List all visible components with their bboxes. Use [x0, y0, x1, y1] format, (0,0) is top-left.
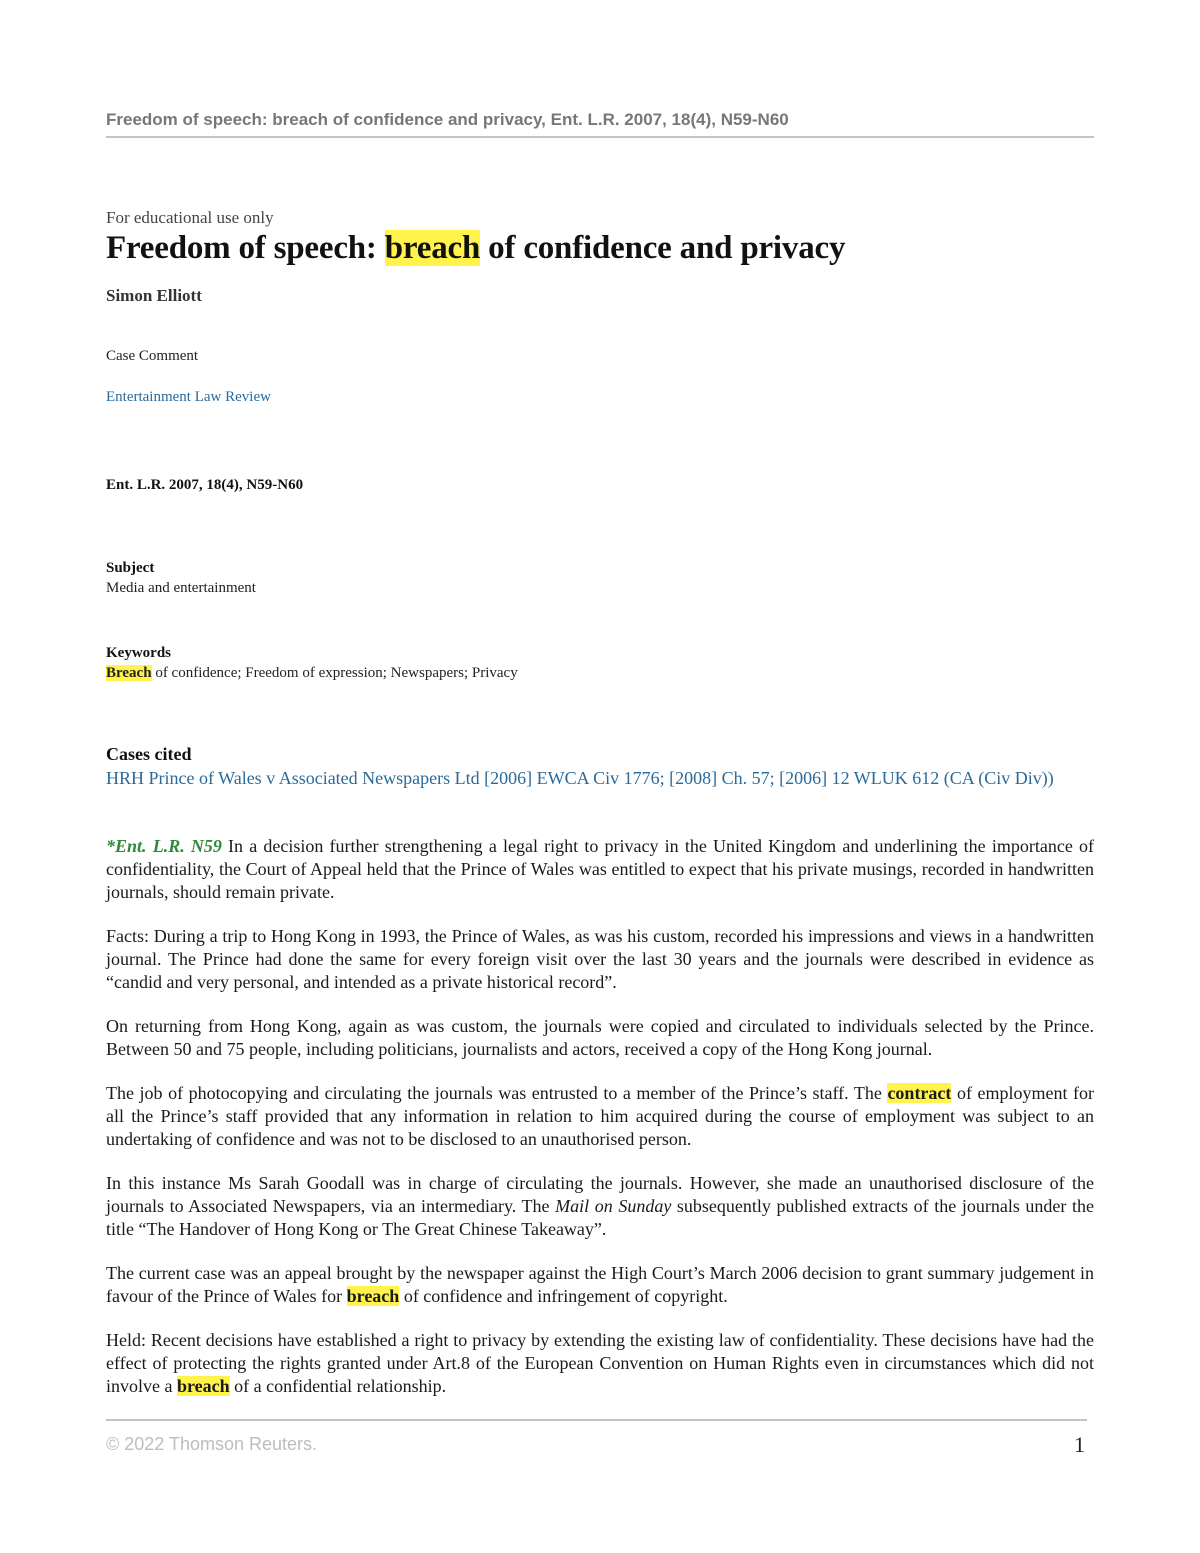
paragraph-7: [106, 1329, 1094, 1398]
breach-search-highlight: breach: [176, 1376, 230, 1396]
copyright-notice: © 2022 Thomson Reuters.: [106, 1434, 318, 1454]
breach-search-highlight: breach: [346, 1286, 400, 1306]
newspaper-title: Mail on Sunday: [555, 1196, 672, 1216]
paragraph-1-text: In a decision further strengthening a legal right to privacy in the United Kingdom and underlining the importance of confidentiality, the Court of Appeal held that the Prince of Wales was entitled to expect that his private musings, recorded in handwritten journals, should remain private.: [106, 836, 1094, 902]
contract-search-highlight: contract: [887, 1083, 952, 1103]
case-cited-link[interactable]: HRH Prince of Wales v Associated Newspapers Ltd [2006] EWCA Civ 1776; [2008] Ch. 57; [2006] 12 WLUK 612 (CA (Civ Div)): [106, 768, 1054, 788]
citation: Ent. L.R. 2007, 18(4), N59-N60: [106, 477, 304, 493]
paragraph-1: [106, 835, 1094, 904]
paragraph-7-pre: Held: Recent decisions have established a right to privacy by extending the existing law of confidentiality. These decisions have had the effect of protecting the rights granted under Art.8 of the European Convention on Human Rights even in circumstances which did not involve a: [106, 1330, 1094, 1396]
paragraph-2: Facts: During a trip to Hong Kong in 1993, the Prince of Wales, as was his custom, recorded his impressions and views in a handwritten journal. The Prince had done the same for every foreign visit over the last 30 years and the journals were described in evidence as “candid and very personal, and intended as a private historical record”.: [106, 926, 1094, 992]
cases-cited-heading: Cases cited: [106, 744, 192, 764]
title-text-pre: Freedom of speech:: [106, 230, 385, 266]
title-search-highlight: breach: [384, 230, 481, 266]
document-title: [106, 230, 1094, 267]
paragraph-3: On returning from Hong Kong, again as was custom, the journals were copied and circulated to individuals selected by the Prince. Between 50 and 75 people, including politicians, journalists and actors, received a copy of the Hong Kong journal.: [106, 1016, 1094, 1059]
paragraph-5-post: subsequently published extracts of the journals under the title “The Handover of Hong Kong or The Great Chinese Takeaway”.: [106, 1196, 1094, 1239]
header-divider: [106, 136, 1094, 138]
paragraph-6-pre: The current case was an appeal brought by the newspaper against the High Court’s March 2006 decision to grant summary judgement in favour of the Prince of Wales for: [106, 1263, 1094, 1306]
paragraph-5-pre: In this instance Ms Sarah Goodall was in charge of circulating the journals. However, she made an unauthorised disclosure of the journals to Associated Newspapers, via an intermediary. The: [106, 1173, 1094, 1216]
subject-value: Media and entertainment: [106, 580, 256, 596]
author-name: Simon Elliott: [106, 286, 202, 305]
paragraph-4-pre: The job of photocopying and circulating the journals was entrusted to a member of the Prince’s staff. The: [106, 1083, 888, 1103]
keywords-list: [106, 665, 1094, 682]
paragraph-7-post: of a confidential relationship.: [229, 1376, 447, 1396]
journal-link[interactable]: Entertainment Law Review: [106, 389, 271, 405]
footer-divider: [106, 1419, 1087, 1421]
paragraph-6: [106, 1262, 1094, 1308]
paragraph-6-post: of confidence and infringement of copyright.: [399, 1286, 728, 1306]
running-header: Freedom of speech: breach of confidence and privacy, Ent. L.R. 2007, 18(4), N59-N60: [106, 110, 789, 129]
educational-notice: For educational use only: [106, 208, 274, 227]
paragraph-4: [106, 1082, 1094, 1151]
paragraph-4-post: of employment for all the Prince’s staff provided that any information in relation to him acquired during the course of employment was subject to an undertaking of confidence and was not to be disclosed to an unauthorised person.: [106, 1083, 1095, 1149]
title-text-post: of confidence and privacy: [480, 230, 846, 266]
keyword-search-highlight: Breach: [106, 665, 152, 681]
paragraph-5: [106, 1172, 1094, 1241]
subject-heading: Subject: [106, 560, 155, 576]
keywords-rest: of confidence; Freedom of expression; Newspapers; Privacy: [151, 665, 518, 681]
keywords-heading: Keywords: [106, 645, 171, 661]
document-type: Case Comment: [106, 348, 199, 364]
page-marker: *Ent. L.R. N59: [106, 836, 222, 856]
page-number: 1: [1074, 1432, 1085, 1457]
